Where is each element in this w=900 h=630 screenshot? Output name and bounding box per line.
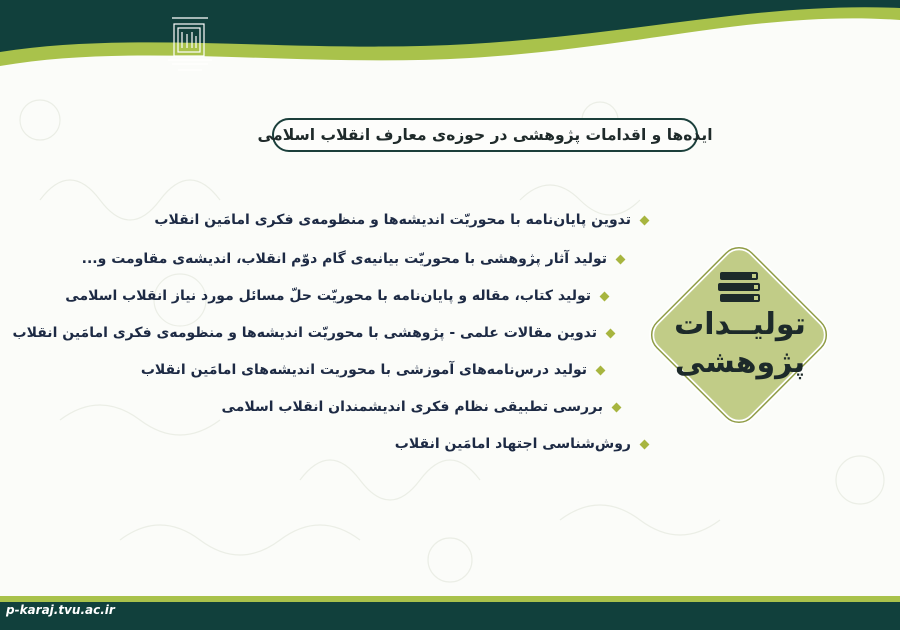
bullet-icon [606,328,616,338]
list-item [395,436,648,452]
list-item-text: تدوین مقالات علمی - پژوهشی با محوریّت اندیشه‌ها و منظومه‌ی فکری امامَین انقلاب [12,325,597,341]
bullet-icon [616,254,626,264]
list-item [222,399,620,415]
bullet-icon [600,291,610,301]
badge-line2: پژوهشی [674,345,806,380]
books-icon [716,268,764,306]
list-item-text: بررسی تطبیقی نظام فکری اندیشمندان انقلاب اسلامی [221,399,603,415]
badge-label [660,306,820,382]
list-item [154,212,648,228]
bullet-icon [640,439,650,449]
list-item [82,251,624,267]
bullet-icon [640,215,650,225]
list-item-text: تولید درس‌نامه‌های آموزشی با محوریت اندیشه‌های امامَین انقلاب [140,362,587,378]
badge-line1: تولیــدات [674,307,806,342]
page-title: ایده‌ها و اقدامات پژوهشی در حوزه‌ی معارف انقلاب اسلامی [257,126,713,144]
footer-url[interactable]: p-karaj.tvu.ac.ir [6,603,115,617]
list-item-text: تدوین پایان‌نامه با محوریّت اندیشه‌ها و منظومه‌ی فکری امامَین انقلاب [154,212,631,228]
list-item-text: تولید آثار پژوهشی با محوریّت بیانیه‌ی گام دوّم انقلاب، اندیشه‌ی مقاومت و... [81,251,607,267]
list-item-text: تولید کتاب، مقاله و پایان‌نامه با محوریّت حلّ مسائل مورد نیاز انقلاب اسلامی [65,288,591,304]
footer-bar [0,596,900,630]
list-item [65,288,608,304]
list-item [13,325,614,341]
bullet-icon [612,402,622,412]
list-item [141,362,604,378]
bullet-icon [596,365,606,375]
list-item-text: روش‌شناسی اجتهاد امامَین انقلاب [394,436,631,452]
